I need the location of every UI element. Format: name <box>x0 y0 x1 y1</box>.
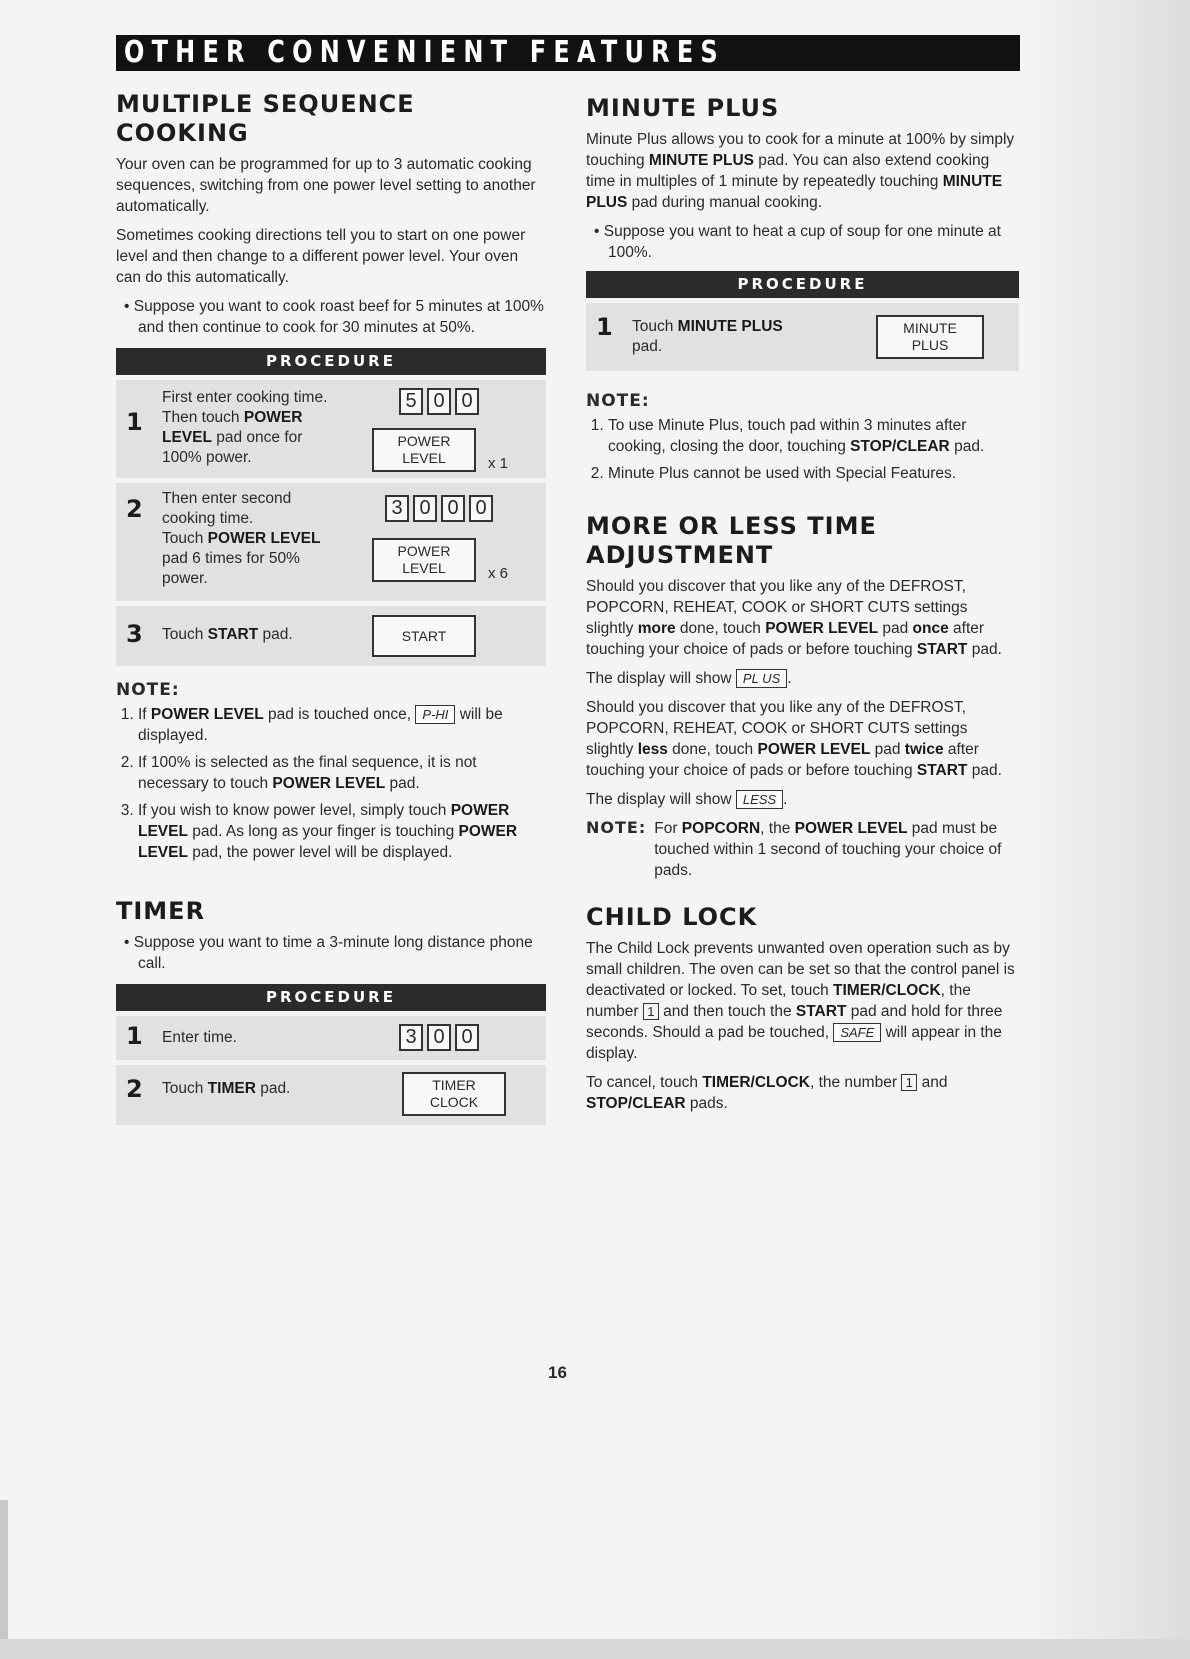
key-line: MINUTE <box>903 320 957 336</box>
more-less-para2: Should you discover that you like any of the DEFROST, POPCORN, REHEAT, COOK or SHORT CUTS settings slightly less done, touch POWER LEVEL pad twice after touching your choice of pads or before touching START pad. <box>586 699 1002 779</box>
display-text: The display will show <box>586 670 732 687</box>
key-line: PLUS <box>911 337 949 353</box>
lcd-display: SAFE <box>833 1023 881 1042</box>
child-lock-para2: To cancel, touch TIMER/CLOCK, the number 1 and STOP/CLEAR pads. <box>586 1074 948 1112</box>
note-label: NOTE: <box>586 391 650 411</box>
step-text: Then enter second cooking time. Touch POWER LEVEL pad 6 times for 50% power. <box>162 490 321 587</box>
timer-step-2 <box>116 1065 546 1125</box>
step-number: 1 <box>126 408 143 436</box>
lcd-display: P-HI <box>415 705 455 724</box>
note-item: 2. If 100% is selected as the final sequence, it is not necessary to touch POWER LEVEL pad. <box>138 752 546 794</box>
key-line: TIMER <box>432 1077 476 1093</box>
digit: 0 <box>413 495 437 522</box>
multiple-procedure-bar: PROCEDURE <box>116 348 546 375</box>
step-text: Touch MINUTE PLUS pad. <box>632 318 783 355</box>
minute-plus-step-1 <box>586 303 1019 371</box>
display-text: The display will show <box>586 791 732 808</box>
note-label: NOTE: <box>116 680 180 700</box>
start-key: START <box>372 615 476 657</box>
minute-plus-notes <box>586 391 1019 484</box>
scan-shadow <box>1040 0 1190 1659</box>
digit: 0 <box>469 495 493 522</box>
key-line: CLOCK <box>429 1094 479 1110</box>
note-item: 1. If POWER LEVEL pad is touched once, P-HI will be displayed. <box>138 704 546 746</box>
right-column <box>586 90 1019 1122</box>
minute-plus-intro: Minute Plus allows you to cook for a minute at 100% by simply touching MINUTE PLUS pad. You can also extend cooking time in multiples of 1 minute by repeatedly touching MINUTE PLUS pad during manual cooking. <box>586 131 1015 211</box>
digit-display <box>385 495 493 522</box>
digit: 0 <box>455 1024 479 1051</box>
minute-plus-title: MINUTE PLUS <box>586 94 780 122</box>
digit: 3 <box>385 495 409 522</box>
digit: 0 <box>427 388 451 415</box>
more-less-para1: Should you discover that you like any of the DEFROST, POPCORN, REHEAT, COOK or SHORT CUTS settings slightly more done, touch POWER LEVEL pad once after touching your choice of pads or before touching START pad. <box>586 578 1002 658</box>
step-number: 2 <box>126 1075 143 1103</box>
digit: 0 <box>441 495 465 522</box>
more-less-title: MORE OR LESS TIME ADJUSTMENT <box>586 512 877 569</box>
note-label: NOTE: <box>586 818 647 837</box>
child-lock-para1: The Child Lock prevents unwanted oven operation such as by small children. The oven can be set so that the control panel is deactivated or locked. To set, touch TIMER/CLOCK, the number 1 and then touch the START pad and hold for three seconds. Should a pad be touched, SAFE will appear in the display. <box>586 940 1015 1062</box>
digit: 0 <box>455 388 479 415</box>
step-text: Touch TIMER pad. <box>162 1080 291 1097</box>
timer-bullet: • Suppose you want to time a 3-minute long distance phone call. <box>124 934 533 972</box>
step-number: 1 <box>126 1022 143 1050</box>
child-lock-title: CHILD LOCK <box>586 903 758 931</box>
lcd-display: LESS <box>736 790 783 809</box>
scan-edge-left <box>0 1500 8 1659</box>
step-text: Touch START pad. <box>162 626 293 643</box>
note-item: 1. To use Minute Plus, touch pad within 3 minutes after cooking, closing the door, touching STOP/CLEAR pad. <box>608 415 1019 457</box>
note-text: For POPCORN, the POWER LEVEL pad must be touched within 1 second of touching your choice of pads. <box>654 820 1002 879</box>
more-display-line: The display will show PL US . <box>586 670 792 687</box>
power-level-key: POWER LEVEL <box>372 428 476 472</box>
multiple-notes <box>116 680 546 863</box>
times-label: x 6 <box>488 565 509 582</box>
timer-step-1 <box>116 1016 546 1060</box>
multiple-sequence-title: MULTIPLE SEQUENCE COOKING <box>116 90 415 147</box>
digit-display <box>399 1024 479 1051</box>
step-number: 1 <box>596 313 613 341</box>
digit-display <box>399 388 479 415</box>
minute-plus-key <box>876 315 984 359</box>
multiple-step-3 <box>116 606 546 666</box>
scan-edge-bottom <box>0 1639 1190 1659</box>
step-number: 3 <box>126 620 143 648</box>
left-column <box>116 90 546 1125</box>
timer-clock-key <box>402 1072 506 1116</box>
multiple-step-1 <box>116 380 546 478</box>
header-bar <box>116 35 1020 71</box>
number-key: 1 <box>901 1074 917 1091</box>
number-key: 1 <box>643 1003 659 1020</box>
digit: 5 <box>399 388 423 415</box>
more-less-note <box>586 818 1019 881</box>
times-label: x 1 <box>488 455 509 472</box>
step-text: Enter time. <box>162 1029 237 1046</box>
multiple-step-2 <box>116 483 546 601</box>
note-item: 2. Minute Plus cannot be used with Special Features. <box>608 463 1019 484</box>
page-title: OTHER CONVENIENT FEATURES <box>124 35 725 70</box>
timer-procedure-bar: PROCEDURE <box>116 984 546 1011</box>
power-level-key: POWER LEVEL <box>372 538 476 582</box>
multiple-para2: Sometimes cooking directions tell you to start on one power level and then change to a different power level. Your oven can do this automatically. <box>116 227 526 286</box>
digit: 0 <box>427 1024 451 1051</box>
step-number: 2 <box>126 495 143 523</box>
timer-title: TIMER <box>116 897 206 925</box>
less-display-line: The display will show LESS . <box>586 791 788 808</box>
minute-plus-bullet: • Suppose you want to heat a cup of soup for one minute at 100%. <box>594 223 1001 261</box>
multiple-intro: Your oven can be programmed for up to 3 automatic cooking sequences, switching from one power level setting to another automatically. <box>116 156 536 215</box>
digit: 3 <box>399 1024 423 1051</box>
minute-plus-procedure-bar: PROCEDURE <box>586 271 1019 298</box>
page-number: 16 <box>548 1363 567 1382</box>
note-item: 3. If you wish to know power level, simply touch POWER LEVEL pad. As long as your finger is touching POWER LEVEL pad, the power level will be displayed. <box>138 800 546 863</box>
lcd-display: PL US <box>736 669 787 688</box>
multiple-bullet: • Suppose you want to cook roast beef for 5 minutes at 100% and then continue to cook for 30 minutes at 50%. <box>124 298 544 336</box>
step-text: First enter cooking time. Then touch POWER LEVEL pad once for 100% power. <box>162 389 328 466</box>
